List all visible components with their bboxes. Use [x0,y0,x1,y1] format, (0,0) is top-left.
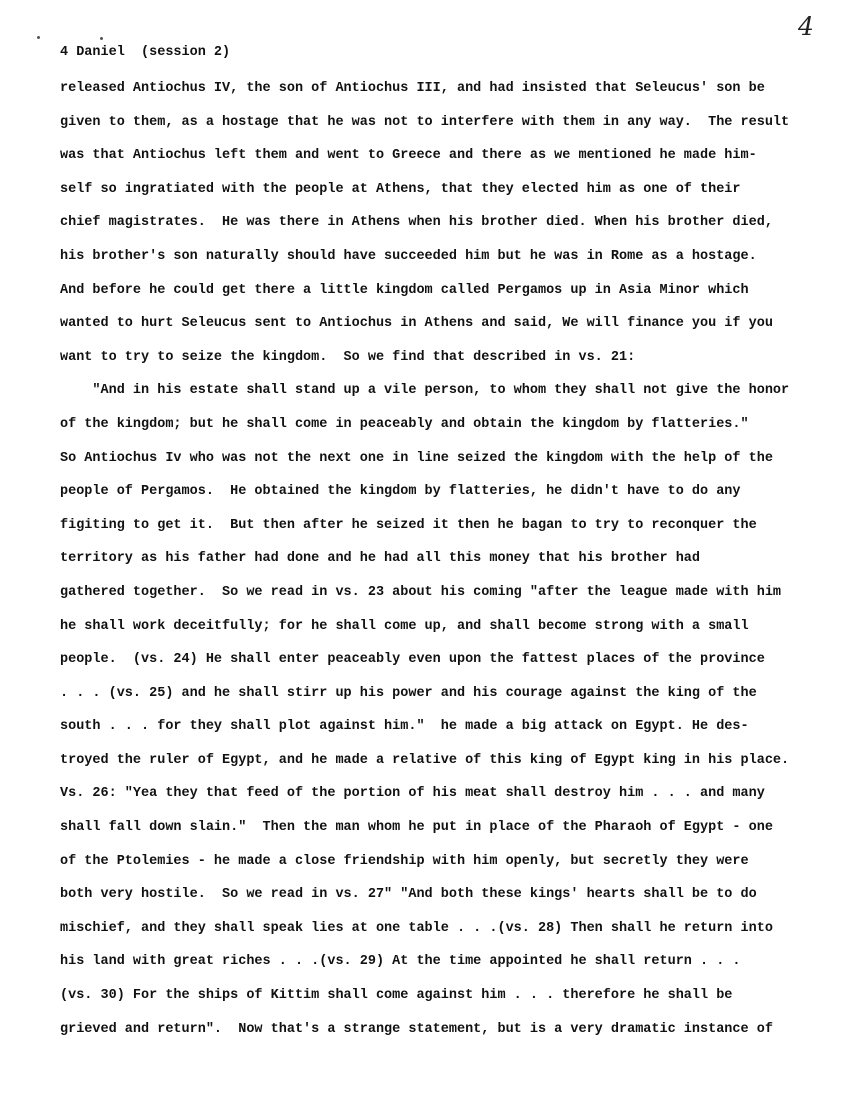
text-line: wanted to hurt Seleucus sent to Antiochus in Athens and said, We will finance you if you [60,316,773,332]
text-line: chief magistrates. He was there in Athens when his brother died. When his brother died, [60,215,773,231]
document-header: 4 Daniel (session 2) [60,45,231,60]
text-line: grieved and return". Now that's a strange statement, but is a very dramatic instance of [60,1021,773,1037]
stray-mark [100,37,103,40]
text-line: of the Ptolemies - he made a close friendship with him openly, but secretly they were [60,853,749,869]
text-line: Vs. 26: "Yea they that feed of the portion of his meat shall destroy him . . . and many [60,786,765,802]
text-line: . . . (vs. 25) and he shall stirr up his power and his courage against the king of the [60,685,757,701]
text-line: released Antiochus IV, the son of Antiochus III, and had insisted that Seleucus' son be [60,81,765,96]
text-line: want to try to seize the kingdom. So we find that described in vs. 21: [60,349,636,365]
text-line: figiting to get it. But then after he seized it then he bagan to try to reconquer the [60,517,757,533]
stray-mark [37,36,40,39]
text-line: troyed the ruler of Egypt, and he made a relative of this king of Egypt king in his place. [60,752,790,768]
text-line: people of Pergamos. He obtained the kingdom by flatteries, he didn't have to do any [60,484,741,500]
document-body [60,79,820,1053]
text-line: his brother's son naturally should have succeeded him but he was in Rome as a hostage. [60,248,757,264]
text-line: was that Antiochus left them and went to Greece and there as we mentioned he made him- [60,148,757,164]
handwritten-page-number: 4 [798,12,814,41]
text-line: territory as his father had done and he had all this money that his brother had [60,551,701,567]
text-line: he shall work deceitfully; for he shall come up, and shall become strong with a small [60,618,749,634]
text-line: self so ingratiated with the people at Athens, that they elected him as one of their [60,181,741,197]
text-line: gathered together. So we read in vs. 23 about his coming "after the league made with him [60,584,782,600]
text-line: "And in his estate shall stand up a vile person, to whom they shall not give the honor [60,383,790,399]
text-line: of the kingdom; but he shall come in peaceably and obtain the kingdom by flatteries." [60,416,749,432]
text-line: And before he could get there a little kingdom called Pergamos up in Asia Minor which [60,282,749,298]
text-line: (vs. 30) For the ships of Kittim shall come against him . . . therefore he shall be [60,988,733,1004]
text-line: shall fall down slain." Then the man whom he put in place of the Pharaoh of Egypt - one [60,820,773,836]
text-line: mischief, and they shall speak lies at one table . . .(vs. 28) Then shall he return into [60,920,773,936]
text-line: south . . . for they shall plot against him." he made a big attack on Egypt. He des- [60,719,749,735]
text-line: people. (vs. 24) He shall enter peaceably even upon the fattest places of the province [60,652,765,668]
text-line: both very hostile. So we read in vs. 27" "And both these kings' hearts shall be to do [60,887,757,903]
text-line: given to them, as a hostage that he was not to interfere with them in any way. The result [60,114,790,130]
text-line: So Antiochus Iv who was not the next one in line seized the kingdom with the help of the [60,450,773,466]
text-line: his land with great riches . . .(vs. 29) At the time appointed he shall return . . . [60,954,741,970]
